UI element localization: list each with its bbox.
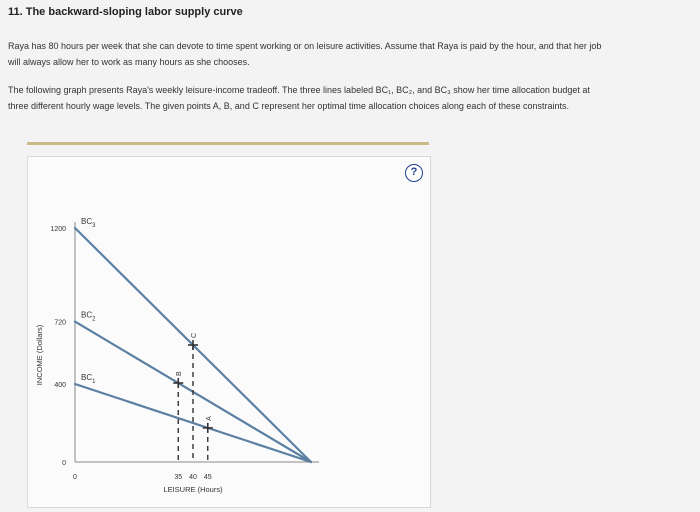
budget-line-bc1 (75, 384, 311, 462)
point-a[interactable] (203, 416, 213, 433)
point-label: C (191, 332, 198, 338)
question-title: 11. The backward-sloping labor supply curve (8, 6, 243, 18)
y-tick-label: 400 (54, 382, 66, 389)
y-tick-label: 0 (62, 460, 66, 467)
budget-line-label: $BC_3$ (81, 217, 96, 229)
y-tick-label: 1200 (50, 226, 66, 233)
x-axis-title: LEISURE (Hours) (163, 485, 223, 494)
point-label: A (205, 416, 213, 421)
intro-line-2: will always allow her to work as many hours as she chooses. (8, 57, 250, 67)
chart-labels (35, 217, 223, 494)
x-tick-label: 45 (203, 474, 212, 481)
y-axis-title: INCOME (Dollars) (35, 324, 44, 386)
axes (75, 222, 319, 462)
graph-description-line-1: The following graph presents Raya's weekly leisure-income tradeoff. The three lines labeled BC₁, BC₂, and BC₃ show her time allocation budget at (8, 85, 590, 95)
budget-line-label: $BC_1$ (81, 373, 96, 385)
graph-description-line-2: three different hourly wage levels. The given points A, B, and C represent her optimal time allocation choices along each of these constraints. (8, 101, 569, 111)
x-tick-label: 35 (174, 474, 183, 481)
budget-line-label: $BC_2$ (81, 310, 96, 323)
help-icon[interactable]: ? (405, 164, 423, 182)
point-label: B (176, 371, 184, 377)
x-tick-label: 0 (73, 474, 77, 481)
x-tick-label: 40 (189, 474, 197, 481)
intro-line-1: Raya has 80 hours per week that she can devote to time spent working or on leisure activities. Assume that Raya is paid by the hour, and that her job (8, 41, 602, 51)
y-tick-label: 720 (54, 319, 66, 327)
